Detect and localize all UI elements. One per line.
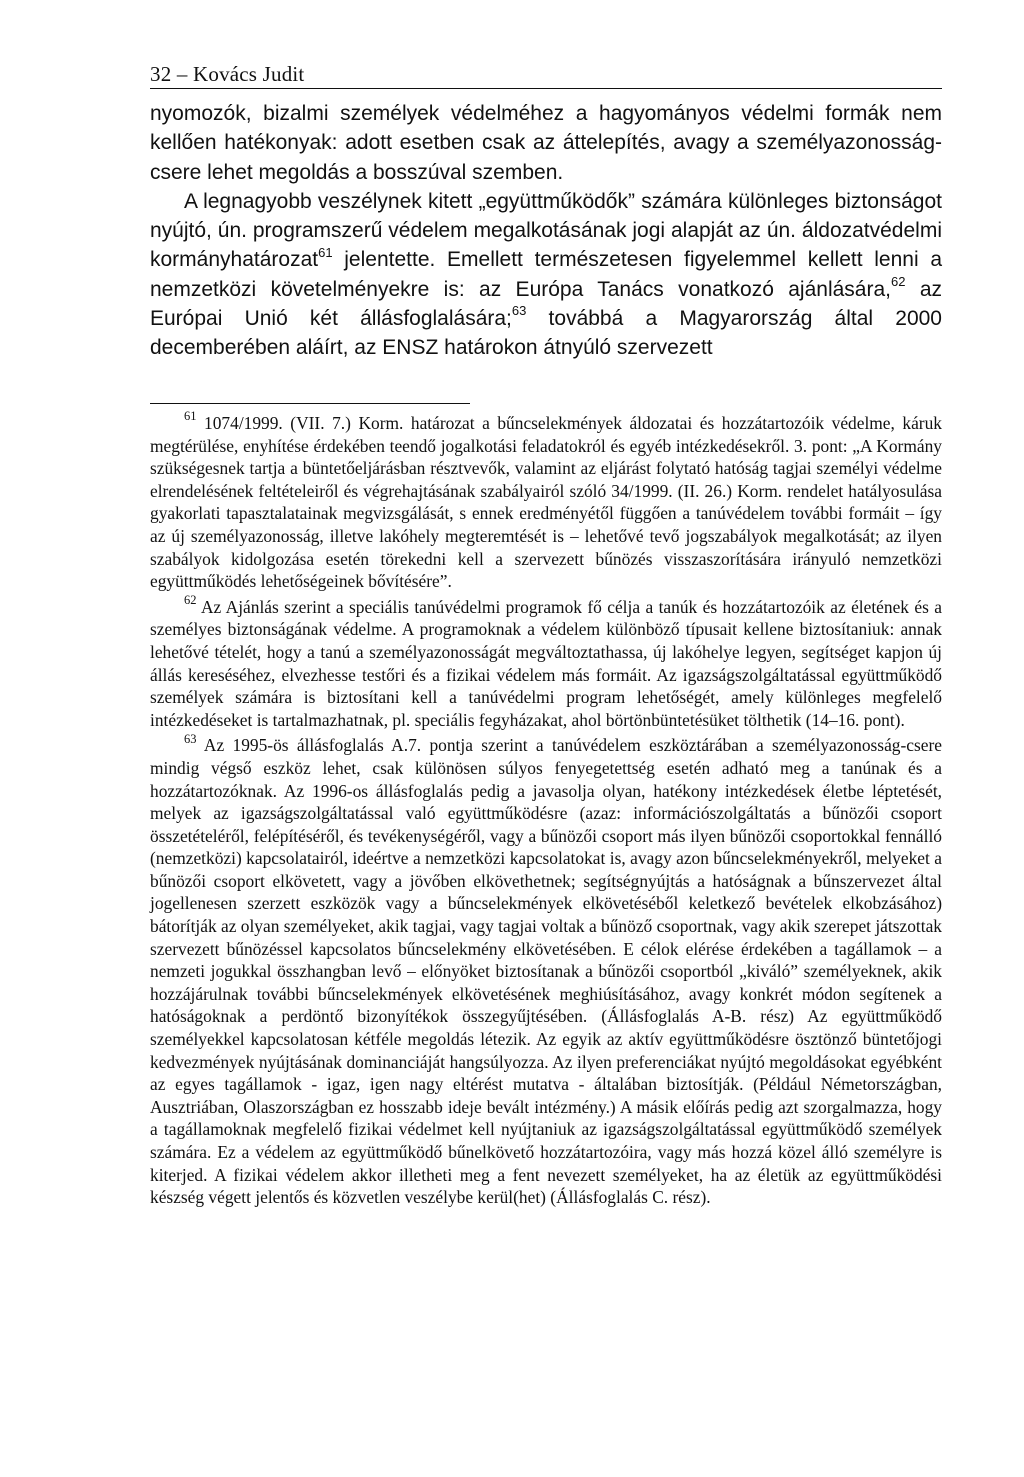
paragraph-2-part-a: A legnagyobb veszélynek kitett „együttműködők” számára különleges biztonságot nyújtó, ún. programszerű védelem megalkotásának jogi alapját az ún. áldozatvédelmi kormányhatározat [150, 189, 942, 272]
footnote-number: 61 [184, 409, 197, 424]
footnote-text: Az Ajánlás szerint a speciális tanúvédelmi programok fő célja a tanúk és hozzátartozóik az életének és a személyes biztonságának védelme. A programoknak a védelem különböző típusait kellene biztosítaniuk: annak lehetővé tételét, hogy a tanú a személyazonosságát megváltoztathassa, új lakóhelye legyen, segítséget kapjon új állás kereséséhez, elvezhesse testőri és a fizikai védelem más formáit. Az igazságszolgáltatással együttműködő személyek számára is biztosítani kell a tanúvédelmi program lehetőségét, amely különleges megfelelő intézkedéseket is tartalmazhatnak, pl. speciális fegyházakat, ahol börtönbüntetésüket tölthetik (14–16. pont). [150, 596, 942, 730]
footnote-ref-62[interactable]: 62 [890, 273, 906, 289]
paragraph-2-part-c: az Európai Unió két állásfoglalására; [150, 277, 943, 331]
footnote-62 [150, 593, 942, 732]
footnote-number: 62 [184, 593, 197, 608]
paragraph-2-part-b: jelentette. Emellett természetesen figyelemmel kellett lenni a nemzetközi követelményekre is: az Európa Tanács vonatkozó ajánlására, [150, 248, 942, 301]
paragraph-1: nyomozók, bizalmi személyek védelméhez a hagyományos védelmi formák nem kellően hatékonyak: adott esetben csak az áttelepítés, avagy a személyazonosság-csere lehet megoldás a bosszúval szemben. [150, 102, 942, 184]
footnote-61 [150, 409, 942, 593]
paragraph-2 [150, 187, 942, 363]
running-head-title: 32 – Kovács Judit [150, 62, 305, 86]
footnote-divider [150, 403, 470, 404]
footnote-text: 1074/1999. (VII. 7.) Korm. határozat a bűncselekmények áldozatai és hozzátartozóik védelme, káruk megtérülése, enyhítése érdekében teendő jogalkotási feladatokról és egyéb intézkedésekről. 3. pont: „A Kormány szükségesnek tartja a büntetőeljárásban résztvevők, valamint az eljárást folytató hatóság tagjai személyi védelme elrendelésének feltételeiről és végrehajtásának szabályairól szóló 34/1999. (II. 26.) Korm. rendelet hatályosulása gyakorlati tapasztalatainak megvizsgálását, s ennek eredményétől függően a tanúvédelem további formáit – így az új személyazonosság, illetve lakóhely megteremtését is – lehetővé tevő jogszabályok megalkotását; az ilyen szabályok kidolgozása esetén törekedni kell a szervezett bűnözés visszaszorítására irányuló nemzetközi együttműködés lehetőségeinek bővítésére”. [150, 413, 942, 592]
footnotes [150, 409, 942, 1209]
footnote-63 [150, 731, 942, 1208]
footnote-ref-63[interactable]: 63 [511, 303, 527, 319]
main-text [150, 99, 942, 363]
footnote-number: 63 [184, 731, 197, 746]
paragraph-2-part-d: továbbá a Magyarország által 2000 decemberében aláírt, az ENSZ határokon átnyúló szervezett [150, 307, 942, 360]
running-header [150, 60, 942, 89]
footnote-text: Az 1995-ös állásfoglalás A.7. pontja szerint a tanúvédelem eszköztárában a személyazonosság-csere mindig végső eszköz lehet, csak különösen súlyos fenyegetettség esetén adható meg a tanúnak és a hozzátartozóknak. Az 1996-os állásfoglalás pedig a javasolja olyan, hatékony intézkedések életbe léptetését, melyek az igazságszolgáltatással való együttműködésre (azaz: információszolgáltatás a bűnözői csoport összetételéről, felépítéséről, és tevékenységéről, vagy a bűnözői csoport más ilyen bűnözői csoportokkal fennálló (nemzetközi) kapcsolatairól, ideértve a nemzetközi kapcsolatokat is, avagy azon bűncselekményekről, melyeket a bűnözői csoport elkövetett, vagy a jövőben elkövethetnek; segítségnyújtás a hatóságnak a bűnszervezet által jogellenesen szerzett eszközök vagy a bűncselekmények elkövetéséből keletkező bevételek elkobzásához) bátorítják az olyan személyeket, akik tagjai, vagy tagjai voltak a bűnöző csoportnak, vagy akik szerepet játszottak szervezett bűnözéssel kapcsolatos bűncselekmény elkövetésében. E célok elérése érdekében a tagállamok – a nemzeti jogukkal összhangban levő – előnyöket biztosítanak a bűnözői csoportból „kiváló” személyeknek, akik hozzájárulnak további bűncselekmények elkövetésének meghiúsításához, avagy konkrét módon segítenek a hatóságoknak a perdöntő bizonyítékok összegyűjtésében. (Állásfoglalás A-B. rész) Az együttműködő személyekkel kapcsolatosan kétféle megoldás létezik. Az egyik az aktív együttműködésre ösztönző büntetőjogi kedvezmények nyújtásának dominanciáját hangsúlyozza. Az ilyen preferenciákat nyújtó megoldásokat egyébként az egyes tagállamok - igaz, igen nagy eltérést mutatva - általában biztosítják. (Például Németországban, Ausztriában, Olaszországban ez hosszabb ideje bevált intézmény.) A másik előírás pedig azt szorgalmazza, hogy a tagállamoknak megfelelő fizikai védelmet kell nyújtaniuk az igazságszolgáltatással együttműködő személyek számára. Ez a védelem az együttműködő bűnelkövető hozzátartozóira, vagy más hozzá közel álló személyre is kiterjed. A fizikai védelem akkor illetheti meg a fent nevezett személyeket, ha az életük az együttműködési készség végett jelentős és közvetlen veszélybe kerül(het) (Állásfoglalás C. rész). [150, 735, 942, 1208]
footnote-ref-61[interactable]: 61 [318, 244, 333, 260]
